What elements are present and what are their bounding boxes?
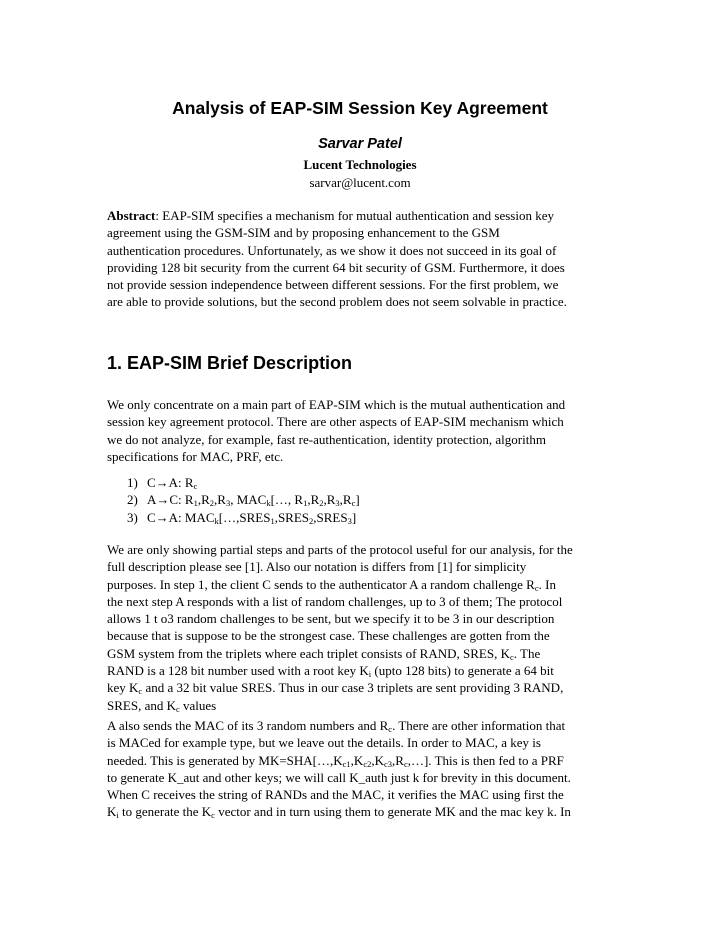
paragraph-line: RAND is a 128 bit number used with a root key $K_i$ (upto 128 bits) to generate a 64 bit — [107, 663, 554, 680]
protocol-step — [127, 491, 607, 508]
protocol-steps — [127, 474, 607, 526]
paragraph-line: to generate K_aut and other keys; we will call K_auth just k for brevity in this document. — [107, 769, 571, 785]
abstract-text: : EAP-SIM specifies a mechanism for mutual authentication and session key — [155, 208, 554, 223]
step-text: C→A: $MAC_k[\dots,SRES_1,SRES_2,SRES_3]$ — [147, 509, 357, 526]
author-name: Sarvar Patel — [318, 136, 402, 152]
paragraph-line: because that is suppose to be the strongest case. These challenges are gotten from the — [107, 628, 550, 644]
paragraph-line: we do not analyze, for example, fast re-authentication, identity protection, algorithm — [107, 431, 546, 447]
author-affiliation: Lucent Technologies — [303, 157, 417, 172]
paragraph-line: full description please see [1]. Also our notation is differs from [1] for simplicity — [107, 559, 527, 575]
step-number: 3) — [127, 509, 138, 525]
paragraph-line: We are only showing partial steps and parts of the protocol useful for our analysis, for the — [107, 542, 573, 557]
step-text: A→C: $R_1,R_2,R_3$, $MAC_k[\dots$, $R_1,R_2,R_3,R_c$] — [147, 492, 360, 509]
section-heading: 1. EAP-SIM Brief Description — [107, 353, 353, 373]
abstract-line: providing 128 bit security from the current 64 bit security of GSM. Furthermore, it does — [107, 259, 565, 275]
protocol-step — [127, 509, 607, 526]
abstract-line: authentication procedures. Unfortunately, as we show it does not succeed in its goal of — [107, 242, 557, 258]
abstract-line: agreement using the GSM-SIM and by proposing enhancement to the GSM — [107, 225, 500, 241]
paragraph-line: We only concentrate on a main part of EAP-SIM which is the mutual authentication and — [107, 397, 566, 412]
paragraph-line: needed. This is generated by $MK=SHA[\dots,K_{c1},K_{c2},K_{c3},R_c,\dots]$. This is then fed to a PRF — [107, 752, 564, 769]
paper-title: Analysis of EAP-SIM Session Key Agreement — [172, 98, 548, 118]
abstract-line: are able to provide solutions, but the second problem does not seem solvable in practice. — [107, 294, 567, 310]
step-number: 1) — [127, 475, 138, 490]
paragraph-line: session key agreement protocol. There are other aspects of EAP-SIM mechanism which — [107, 414, 564, 430]
abstract-line — [107, 207, 617, 224]
paragraph-line: is MACed for example type, but we leave out the details. In order to MAC, a key is — [107, 735, 541, 751]
paragraph-line: $K_i$ to generate the $K_c$ vector and in turn using them to generate MK and the mac key k. In — [107, 804, 571, 821]
paragraph-line: GSM system from the triplets where each triplet consists of RAND, SRES, $K_c$. The — [107, 645, 541, 662]
paragraph-line: purposes. In step 1, the client C sends to the authenticator A a random challenge $R_c$. In — [107, 576, 556, 593]
abstract — [107, 207, 617, 311]
paragraph-steps-explained — [107, 541, 617, 714]
paragraph-mac — [107, 717, 617, 821]
paragraph-line: When C receives the string of RANDs and the MAC, it verifies the MAC using first the — [107, 787, 564, 803]
paragraph-intro — [107, 396, 617, 465]
step-number: 2) — [127, 492, 138, 508]
protocol-step — [127, 474, 607, 491]
abstract-label: Abstract — [107, 208, 156, 223]
paragraph-line: specifications for MAC, PRF, etc. — [107, 448, 284, 464]
author-email: sarvar@lucent.com — [309, 175, 411, 190]
abstract-line: not provide session independence between different sessions. For the first problem, we — [107, 277, 559, 293]
paragraph-line: A also sends the MAC of its 3 random numbers and $R_c$. There are other information that — [107, 718, 566, 734]
paragraph-line: key $K_c$ and a 32 bit value SRES. Thus in our case 3 triplets are sent providing 3 RAND, — [107, 680, 564, 697]
paragraph-line: the next step A responds with a list of random challenges, up to 3 of them; The protocol — [107, 593, 563, 609]
paragraph-line: SRES, and $K_c$ values — [107, 697, 217, 714]
paragraph-line: allows 1 t o3 random challenges to be sent, but we specify it to be 3 in our description — [107, 611, 555, 627]
step-text: C→A: $R_c$ — [147, 475, 198, 491]
